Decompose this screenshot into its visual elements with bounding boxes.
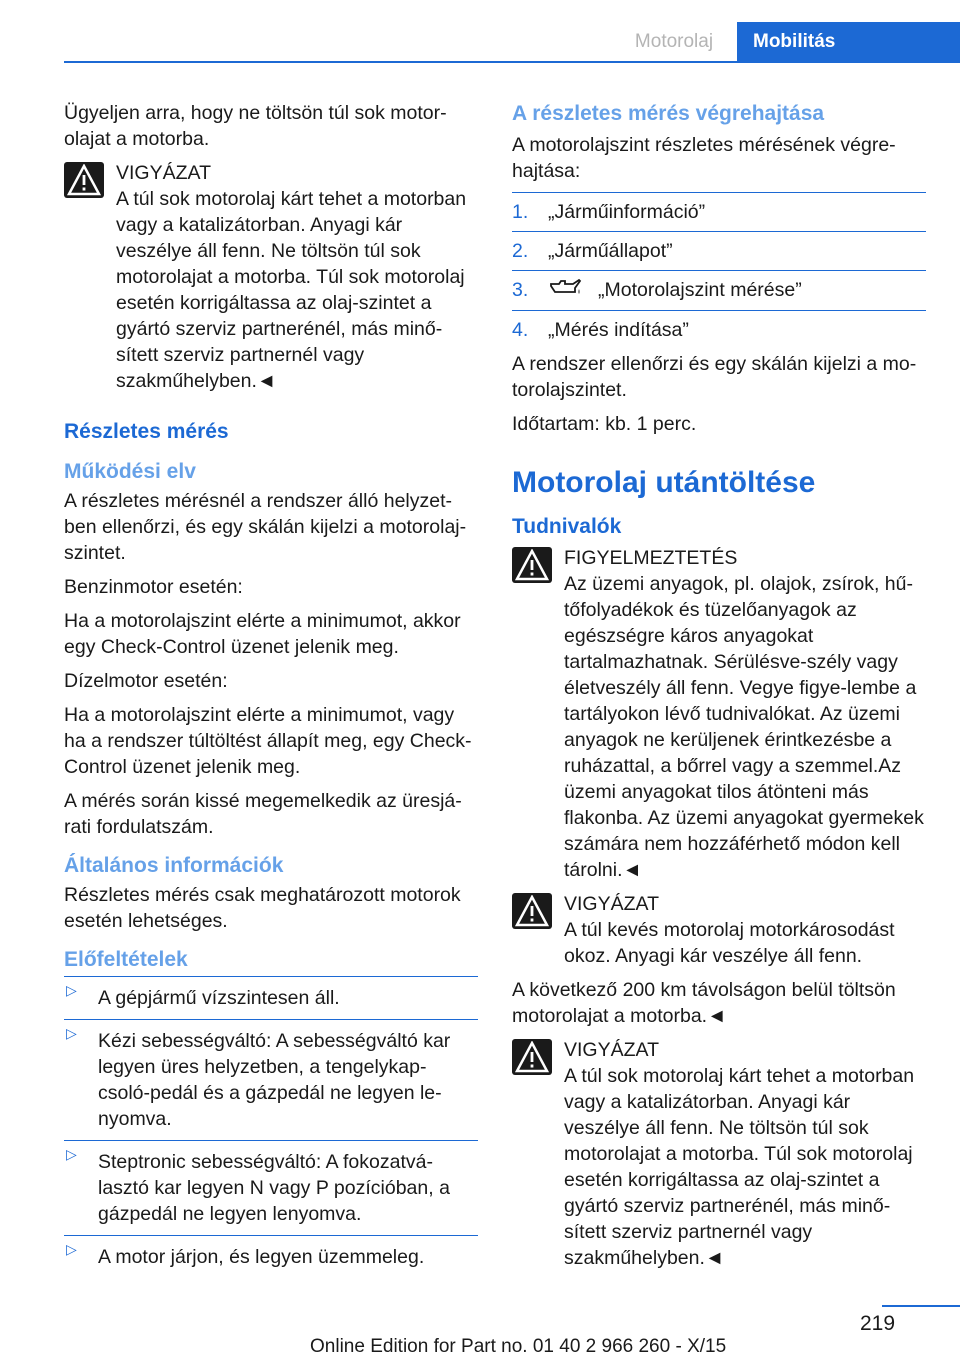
- oil-can-icon: [548, 277, 582, 304]
- step-item: [512, 192, 926, 225]
- heading-elofeltetelek: Előfeltételek: [64, 948, 188, 971]
- list-item-text: A gépjármű vízszintesen áll.: [98, 987, 340, 1009]
- footer-divider: [882, 1305, 960, 1307]
- warning-triangle-icon: [64, 162, 104, 198]
- list-triangle-icon: ▷: [66, 982, 77, 998]
- page-header: [0, 0, 960, 62]
- step-number: 3.: [512, 279, 529, 301]
- paragraph: A részletes mérésnél a rendszer álló helyzet-ben ellenőrzi, és egy skálán kijelzi a motorolaj-szintet.: [64, 490, 467, 564]
- paragraph: A rendszer ellenőrzi és egy skálán kijelzi a mo-torolajszintet.: [512, 353, 917, 402]
- right-column: [512, 100, 926, 1279]
- heading-mukodesi-elv: Működési elv: [64, 460, 196, 483]
- warning-block: [64, 160, 478, 394]
- warning-triangle-icon: [512, 547, 552, 583]
- warning-title: VIGYÁZAT: [116, 162, 211, 184]
- step-text: „Járműinformáció”: [548, 201, 706, 223]
- tab-mobilitas[interactable]: Mobilitás: [737, 22, 960, 62]
- paragraph: A motorolajszint részletes mérésének végre-hajtása:: [512, 134, 896, 182]
- step-item: [512, 310, 926, 343]
- heading-meres-vegrehajtasa: A részletes mérés végrehajtása: [512, 102, 825, 125]
- warning-block: [512, 1037, 926, 1271]
- warning-text: A túl sok motorolaj kárt tehet a motorban vagy a katalizátorban. Anyagi kár veszélye áll fenn. Ne töltsön túl sok motorolajat a motorba. Túl sok motorolaj esetén korrigáltassa az olaj-szintet a gyártó szerviz partnerénél, más minő-sített szerviz partnernél vagy szakműhelyben.◄: [564, 1065, 915, 1270]
- heading-altalanos-informaciok: Általános információk: [64, 854, 284, 877]
- tab-motorolaj[interactable]: Motorolaj: [634, 31, 714, 52]
- warning-triangle-icon: [512, 893, 552, 929]
- heading-motorolaj-utantoltese: Motorolaj utántöltése: [512, 466, 816, 500]
- list-item: [64, 1019, 478, 1132]
- paragraph: Ha a motorolajszint elérte a minimumot, akkor egy Check-Control üzenet jelenik meg.: [64, 610, 461, 658]
- list-triangle-icon: ▷: [66, 1146, 77, 1162]
- paragraph: Dízelmotor esetén:: [64, 670, 228, 692]
- warning-text: [64, 186, 478, 394]
- header-divider: [64, 61, 960, 63]
- warning-block: [512, 545, 926, 883]
- list-item-text: Steptronic sebességváltó: A fokozatvá-lasztó kar legyen N vagy P pozícióban, a gázpedál ne legyen lenyomva.: [98, 1151, 450, 1225]
- paragraph: A mérés során kissé megemelkedik az üresjá-rati fordulatszám.: [64, 790, 462, 838]
- page-number: 219: [860, 1312, 896, 1335]
- step-number: 4.: [512, 319, 529, 342]
- left-column: [64, 100, 478, 1278]
- warning-block: [512, 891, 926, 969]
- step-item: [512, 231, 926, 264]
- warning-text: Az üzemi anyagok, pl. olajok, zsírok, hű-tőfolyadékok és tüzelőanyagok az egészségre káros anyagokat tartalmazhatnak. Sérülésve-szély vagy életveszély áll fenn. Vegye figye-lembe a tartályokon lévő tudnivalókat. Az üzemi anyagok ne kerüljenek érintkezésbe a ruházattal, a bőrrel vagy a szemmel.Az üzemi anyagokat tilos átönteni más flakonba. Az üzemi anyagokat gyermekek számára nem hozzáférhető módon kell tárolni.◄: [564, 573, 924, 882]
- paragraph: Benzinmotor esetén:: [64, 576, 243, 598]
- intro-paragraph: Ügyeljen arra, hogy ne töltsön túl sok motor-olajat a motorba.: [64, 102, 447, 150]
- paragraph: Időtartam: kb. 1 perc.: [512, 413, 697, 436]
- paragraph: Részletes mérés csak meghatározott motorok esetén lehetséges.: [64, 884, 461, 932]
- list-item-text: Kézi sebességváltó: A sebességváltó kar legyen üres helyzetben, a tengelykap-csoló-pedál és a gázpedál ne legyen le-nyomva.: [98, 1030, 451, 1130]
- step-number: 1.: [512, 201, 529, 223]
- steps-list: [512, 192, 926, 343]
- warning-title: VIGYÁZAT: [564, 1039, 659, 1062]
- list-triangle-icon: ▷: [66, 1025, 77, 1041]
- list-item: [64, 1140, 478, 1227]
- edition-footer: Online Edition for Part no. 01 40 2 966 260 - X/15: [310, 1336, 727, 1357]
- warning-text: A túl kevés motorolaj motorkárosodást okoz. Anyagi kár veszélye áll fenn.: [564, 919, 895, 968]
- step-text: „Mérés indítása”: [548, 319, 689, 342]
- list-triangle-icon: ▷: [66, 1241, 77, 1257]
- warning-text-body: A túl sok motorolaj kárt tehet a motorban vagy a katalizátorban. Anyagi kár veszélye áll fenn. Ne töltsön túl sok motorolajat a motorba. Túl sok motorolaj esetén korrigáltassa az olaj-szintet a gyártó szerviz partnerénél, más minő-sített szerviz partnernél vagy szakműhelyben.◄: [116, 188, 467, 392]
- list-item-text: A motor járjon, és legyen üzemmeleg.: [98, 1246, 425, 1268]
- warning-title: FIGYELMEZTETÉS: [564, 547, 738, 570]
- paragraph: A következő 200 km távolságon belül töltsön motorolajat a motorba.◄: [512, 979, 896, 1028]
- warning-triangle-icon: [512, 1039, 552, 1075]
- heading-tudnivalok: Tudnivalók: [512, 515, 622, 539]
- heading-reszletes-meres: Részletes mérés: [64, 420, 229, 443]
- step-item: [512, 270, 926, 304]
- step-text: „Motorolajszint mérése”: [598, 279, 802, 301]
- step-number: 2.: [512, 240, 529, 262]
- warning-title: VIGYÁZAT: [564, 893, 659, 916]
- paragraph: Ha a motorolajszint elérte a minimumot, vagy ha a rendszer túltöltést állapít meg, egy Check-Control üzenet jelenik meg.: [64, 704, 472, 778]
- step-text: „Járműállapot”: [548, 240, 673, 262]
- list-item: [64, 1235, 478, 1270]
- conditions-list: [64, 976, 478, 1270]
- list-item: [64, 976, 478, 1011]
